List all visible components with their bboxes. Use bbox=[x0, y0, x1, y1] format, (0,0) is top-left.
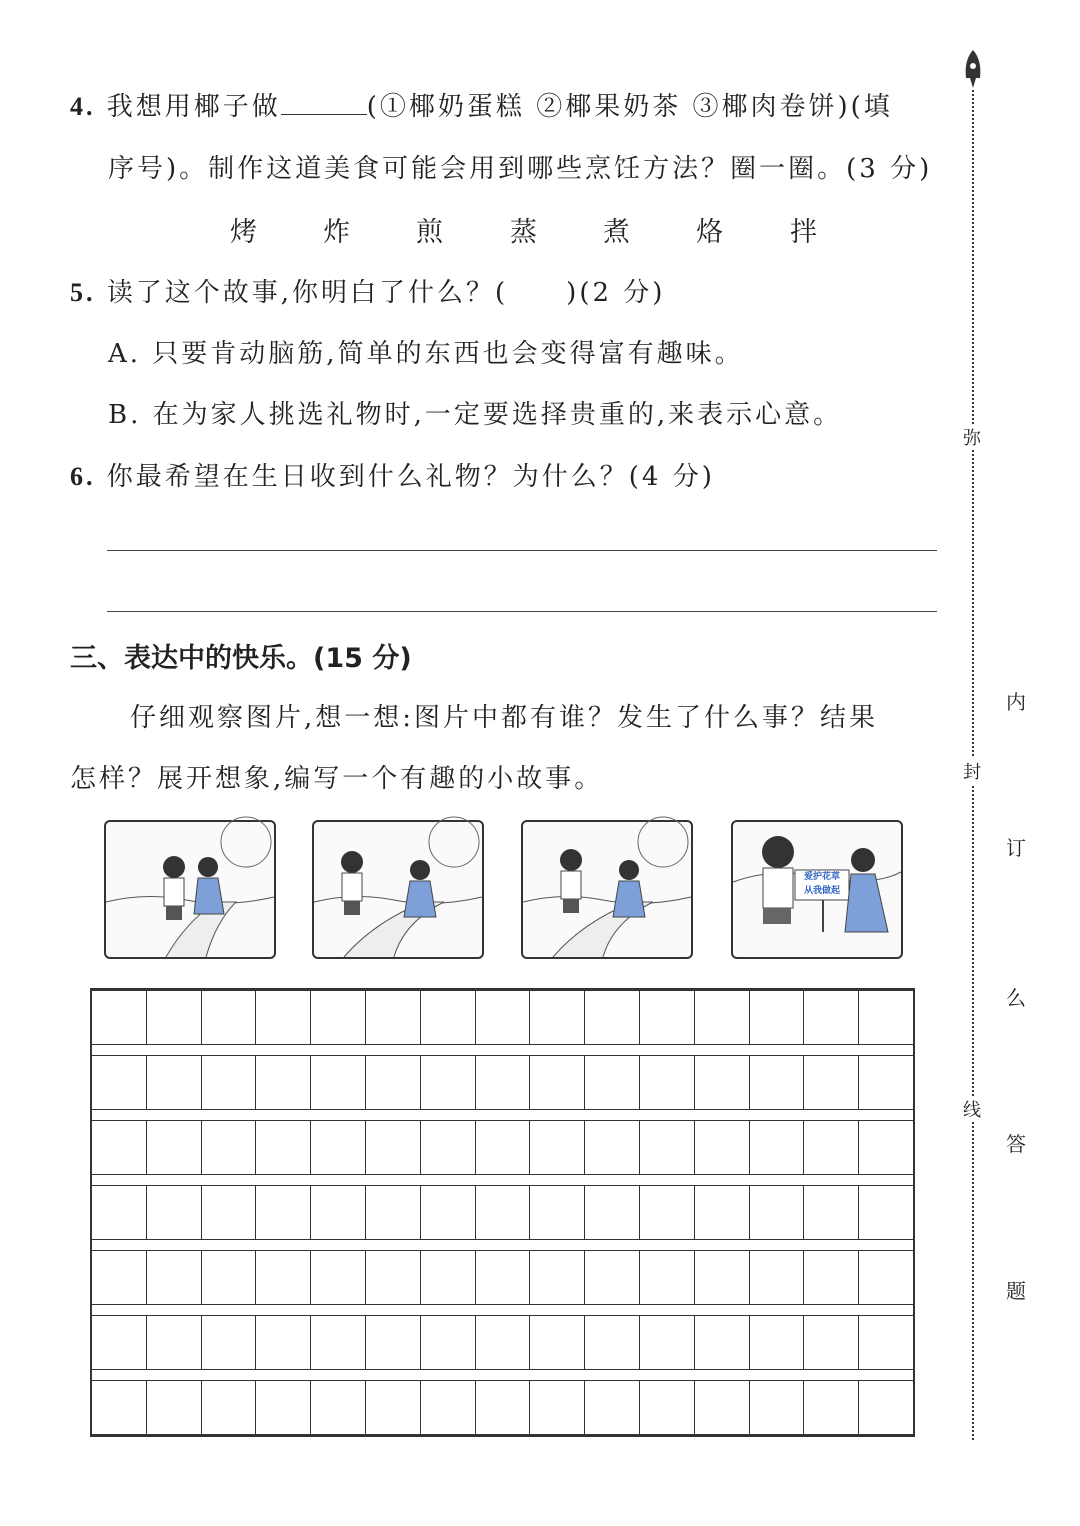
grid-cell[interactable] bbox=[859, 1251, 913, 1304]
writing-grid[interactable] bbox=[90, 988, 915, 1437]
grid-cell[interactable] bbox=[421, 1316, 476, 1369]
grid-cell[interactable] bbox=[750, 1056, 805, 1109]
grid-cell[interactable] bbox=[640, 1056, 695, 1109]
cooking-method[interactable]: 拌 bbox=[790, 217, 817, 248]
question-5: 5. 读了这个故事,你明白了什么？( )(2 分) bbox=[70, 278, 666, 308]
grid-cell[interactable] bbox=[366, 1056, 421, 1109]
grid-cell[interactable] bbox=[859, 1316, 913, 1369]
cooking-method[interactable]: 煎 bbox=[416, 217, 443, 248]
grid-cell[interactable] bbox=[147, 991, 202, 1044]
cooking-method[interactable]: 烤 bbox=[230, 217, 257, 248]
grid-row[interactable] bbox=[92, 1315, 913, 1370]
grid-cell[interactable] bbox=[750, 991, 805, 1044]
grid-cell[interactable] bbox=[202, 991, 257, 1044]
cooking-method[interactable]: 炸 bbox=[323, 217, 350, 248]
grid-cell[interactable] bbox=[859, 1121, 913, 1174]
grid-cell[interactable] bbox=[147, 1121, 202, 1174]
grid-cell[interactable] bbox=[585, 1316, 640, 1369]
grid-cell[interactable] bbox=[640, 1316, 695, 1369]
grid-cell[interactable] bbox=[859, 1381, 913, 1434]
grid-cell[interactable] bbox=[256, 1316, 311, 1369]
cooking-method[interactable]: 煮 bbox=[603, 217, 630, 248]
binding-label: 线 bbox=[963, 1096, 981, 1122]
grid-cell[interactable] bbox=[530, 1251, 585, 1304]
grid-cell[interactable] bbox=[695, 1186, 750, 1239]
answer-line[interactable] bbox=[107, 611, 937, 612]
grid-cell[interactable] bbox=[92, 1186, 147, 1239]
grid-cell[interactable] bbox=[202, 1121, 257, 1174]
section-heading: 三、表达中的快乐。(15 分) bbox=[70, 643, 412, 674]
grid-cell[interactable] bbox=[695, 1056, 750, 1109]
picture-3 bbox=[521, 820, 693, 959]
grid-cell[interactable] bbox=[311, 1316, 366, 1369]
grid-cell[interactable] bbox=[256, 991, 311, 1044]
grid-cell[interactable] bbox=[311, 1056, 366, 1109]
grid-cell[interactable] bbox=[804, 1056, 859, 1109]
binding-label: 弥 bbox=[963, 424, 981, 450]
grid-cell[interactable] bbox=[804, 991, 859, 1044]
grid-cell[interactable] bbox=[421, 991, 476, 1044]
grid-cell[interactable] bbox=[476, 1056, 531, 1109]
grid-cell[interactable] bbox=[859, 1056, 913, 1109]
grid-row[interactable] bbox=[92, 1185, 913, 1240]
grid-cell[interactable] bbox=[804, 1121, 859, 1174]
grid-cell[interactable] bbox=[366, 991, 421, 1044]
grid-cell[interactable] bbox=[92, 1056, 147, 1109]
grid-cell[interactable] bbox=[421, 1186, 476, 1239]
grid-cell[interactable] bbox=[476, 1316, 531, 1369]
question-6: 6. 你最希望在生日收到什么礼物？为什么？(4 分) bbox=[70, 462, 715, 492]
grid-cell[interactable] bbox=[695, 991, 750, 1044]
grid-cell[interactable] bbox=[695, 1316, 750, 1369]
grid-cell[interactable] bbox=[311, 1381, 366, 1434]
grid-cell[interactable] bbox=[585, 991, 640, 1044]
grid-row[interactable] bbox=[92, 1380, 913, 1435]
cut-char: 内 bbox=[1006, 690, 1026, 714]
grid-cell[interactable] bbox=[256, 1381, 311, 1434]
grid-cell[interactable] bbox=[530, 1381, 585, 1434]
grid-cell[interactable] bbox=[804, 1186, 859, 1239]
binding-label: 封 bbox=[963, 758, 981, 784]
prompt-line2: 怎样？展开想象,编写一个有趣的小故事。 bbox=[70, 764, 604, 794]
grid-cell[interactable] bbox=[147, 1186, 202, 1239]
grid-cell[interactable] bbox=[311, 1186, 366, 1239]
grid-cell[interactable] bbox=[202, 1056, 257, 1109]
grid-cell[interactable] bbox=[311, 1121, 366, 1174]
cut-char: 答 bbox=[1006, 1132, 1026, 1156]
grid-cell[interactable] bbox=[530, 991, 585, 1044]
option-a[interactable]: A. 只要肯动脑筋,简单的东西也会变得富有趣味。 bbox=[108, 339, 744, 369]
grid-cell[interactable] bbox=[585, 1251, 640, 1304]
grid-cell[interactable] bbox=[202, 1316, 257, 1369]
grid-cell[interactable] bbox=[92, 1316, 147, 1369]
grid-cell[interactable] bbox=[476, 991, 531, 1044]
grid-cell[interactable] bbox=[202, 1186, 257, 1239]
question-4-line2: 序号)。制作这道美食可能会用到哪些烹饪方法？圈一圈。(3 分) bbox=[108, 154, 933, 184]
grid-cell[interactable] bbox=[695, 1381, 750, 1434]
grid-cell[interactable] bbox=[256, 1056, 311, 1109]
grid-cell[interactable] bbox=[804, 1251, 859, 1304]
grid-cell[interactable] bbox=[147, 1316, 202, 1369]
grid-cell[interactable] bbox=[585, 1056, 640, 1109]
grid-cell[interactable] bbox=[750, 1316, 805, 1369]
grid-cell[interactable] bbox=[147, 1056, 202, 1109]
grid-cell[interactable] bbox=[530, 1121, 585, 1174]
grid-cell[interactable] bbox=[585, 1186, 640, 1239]
grid-cell[interactable] bbox=[804, 1381, 859, 1434]
grid-cell[interactable] bbox=[640, 1121, 695, 1174]
picture-2 bbox=[312, 820, 484, 959]
grid-cell[interactable] bbox=[750, 1381, 805, 1434]
grid-cell[interactable] bbox=[421, 1056, 476, 1109]
grid-row[interactable] bbox=[92, 990, 913, 1045]
grid-cell[interactable] bbox=[147, 1381, 202, 1434]
answer-blank[interactable] bbox=[281, 92, 367, 115]
grid-cell[interactable] bbox=[476, 1251, 531, 1304]
picture-4 bbox=[731, 820, 903, 959]
grid-cell[interactable] bbox=[750, 1251, 805, 1304]
grid-cell[interactable] bbox=[366, 1121, 421, 1174]
grid-cell[interactable] bbox=[804, 1316, 859, 1369]
grid-cell[interactable] bbox=[311, 1251, 366, 1304]
grid-cell[interactable] bbox=[421, 1381, 476, 1434]
grid-cell[interactable] bbox=[202, 1381, 257, 1434]
cooking-method[interactable]: 蒸 bbox=[510, 217, 537, 248]
grid-cell[interactable] bbox=[421, 1121, 476, 1174]
grid-cell[interactable] bbox=[750, 1121, 805, 1174]
picture-1 bbox=[104, 820, 276, 959]
prompt-line1: 仔细观察图片,想一想:图片中都有谁？发生了什么事？结果 bbox=[130, 703, 879, 733]
grid-cell[interactable] bbox=[476, 1381, 531, 1434]
grid-cell[interactable] bbox=[366, 1186, 421, 1239]
grid-cell[interactable] bbox=[92, 1381, 147, 1434]
grid-cell[interactable] bbox=[256, 1251, 311, 1304]
grid-cell[interactable] bbox=[311, 991, 366, 1044]
grid-row[interactable] bbox=[92, 1120, 913, 1175]
sign-board: 爱护花草 从我做起 bbox=[803, 872, 840, 896]
grid-cell[interactable] bbox=[92, 1121, 147, 1174]
grid-cell[interactable] bbox=[585, 1121, 640, 1174]
answer-line[interactable] bbox=[107, 550, 937, 551]
grid-cell[interactable] bbox=[695, 1121, 750, 1174]
grid-cell[interactable] bbox=[256, 1121, 311, 1174]
grid-cell[interactable] bbox=[750, 1186, 805, 1239]
grid-cell[interactable] bbox=[640, 991, 695, 1044]
grid-cell[interactable] bbox=[476, 1186, 531, 1239]
question-4-line1: 4. 我想用椰子做 (①椰奶蛋糕 ②椰果奶茶 ③椰肉卷饼)(填 bbox=[70, 92, 893, 122]
option-b[interactable]: B. 在为家人挑选礼物时,一定要选择贵重的,来表示心意。 bbox=[108, 400, 843, 430]
grid-cell[interactable] bbox=[859, 1186, 913, 1239]
grid-cell[interactable] bbox=[92, 991, 147, 1044]
grid-cell[interactable] bbox=[640, 1186, 695, 1239]
grid-row[interactable] bbox=[92, 1250, 913, 1305]
grid-cell[interactable] bbox=[366, 1251, 421, 1304]
cut-char: 题 bbox=[1006, 1279, 1026, 1303]
grid-cell[interactable] bbox=[147, 1251, 202, 1304]
grid-cell[interactable] bbox=[585, 1381, 640, 1434]
grid-cell[interactable] bbox=[695, 1251, 750, 1304]
grid-cell[interactable] bbox=[256, 1186, 311, 1239]
grid-cell[interactable] bbox=[202, 1251, 257, 1304]
grid-cell[interactable] bbox=[421, 1251, 476, 1304]
grid-cell[interactable] bbox=[640, 1251, 695, 1304]
grid-row[interactable] bbox=[92, 1055, 913, 1110]
cooking-method[interactable]: 烙 bbox=[696, 217, 723, 248]
grid-cell[interactable] bbox=[366, 1381, 421, 1434]
grid-cell[interactable] bbox=[92, 1251, 147, 1304]
grid-cell[interactable] bbox=[476, 1121, 531, 1174]
cut-char: 么 bbox=[1006, 986, 1026, 1010]
grid-cell[interactable] bbox=[530, 1056, 585, 1109]
grid-cell[interactable] bbox=[640, 1381, 695, 1434]
rocket-icon bbox=[962, 48, 984, 90]
cut-char: 订 bbox=[1006, 836, 1026, 860]
grid-cell[interactable] bbox=[366, 1316, 421, 1369]
grid-cell[interactable] bbox=[530, 1316, 585, 1369]
grid-cell[interactable] bbox=[859, 991, 913, 1044]
grid-cell[interactable] bbox=[530, 1186, 585, 1239]
